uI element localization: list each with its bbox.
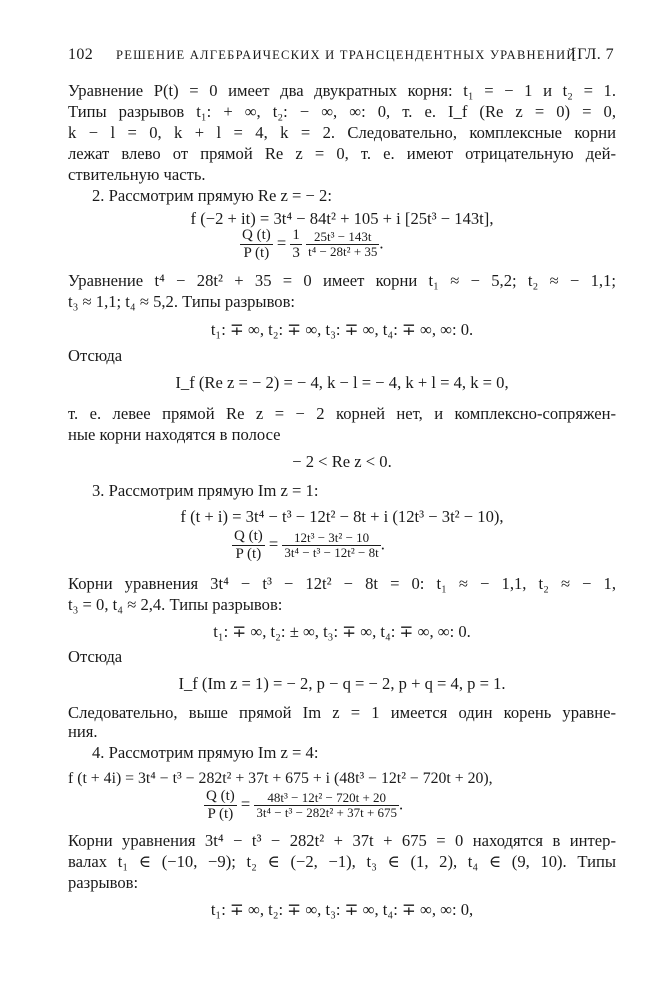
text-line: ные корни находятся в полосе bbox=[68, 425, 281, 444]
text-line: валах t₁ ∈ (−10, −9); t₂ ∈ (−2, −1), t₃ ∈ (1, 2), t₄ ∈ (9, 10). Типы bbox=[68, 852, 616, 871]
text-line: разрывов: bbox=[68, 873, 139, 892]
equation: f (t + 4i) = 3t⁴ − t³ − 282t² + 37t + 675 + i (48t³ − 12t² − 720t + 20), bbox=[68, 770, 493, 787]
fraction-equation: $\frac{Q (t)}{P (t)}$ = $\frac{1}{3}$ $\frac{\text{25t³ − 143t}}{\text{t⁴ − 28t² + 35}}$ . bbox=[242, 227, 384, 261]
index-equation: I_f (Re z = − 2) = − 4, k − l = − 4, k + l = 4, k = 0, bbox=[175, 373, 509, 392]
fraction-equation: $\frac{Q (t)}{P (t)}$ = $\frac{\text{48t³ − 12t² − 720t + 20}}{\text{3t⁴ − t³ − 282t² + 37t + 675}}$ . bbox=[206, 788, 404, 822]
discontinuity-types: t₁: ∓ ∞, t₂: ∓ ∞, t₃: ∓ ∞, t₄: ∓ ∞, ∞: 0, bbox=[210, 900, 474, 919]
text-line: ния. bbox=[68, 722, 98, 741]
fraction-equation: $\frac{Q (t)}{P (t)}$ = $\frac{\text{12t³ − 3t² − 10}}{\text{3t⁴ − t³ − 12t² − 8t}}$ . bbox=[234, 528, 385, 562]
section-heading: 2. Рассмотрим прямую Re z = − 2: bbox=[92, 186, 332, 205]
page-number: 102 bbox=[68, 46, 94, 63]
text-line: Отсюда bbox=[68, 346, 123, 365]
section-heading: 3. Рассмотрим прямую Im z = 1: bbox=[92, 481, 319, 500]
running-header bbox=[68, 44, 614, 66]
running-title: РЕШЕНИЕ АЛГЕБРАИЧЕСКИХ И ТРАНСЦЕНДЕНТНЫХ УРАВНЕНИЙ bbox=[116, 48, 577, 62]
text-line: ствительную часть. bbox=[68, 165, 206, 184]
section-heading: 4. Рассмотрим прямую Im z = 4: bbox=[92, 743, 319, 762]
text-line: Корни уравнения 3t⁴ − t³ − 282t² + 37t + 675 = 0 находятся в интер- bbox=[68, 831, 616, 850]
discontinuity-types: t₁: ∓ ∞, t₂: ± ∞, t₃: ∓ ∞, t₄: ∓ ∞, ∞: 0. bbox=[213, 622, 471, 641]
text-line: лежат влево от прямой Re z = 0, т. е. имеют отрицательную дей- bbox=[68, 144, 616, 163]
text-line: Уравнение t⁴ − 28t² + 35 = 0 имеет корни t₁ ≈ − 5,2; t₂ ≈ − 1,1; bbox=[68, 271, 616, 290]
discontinuity-types: t₁: ∓ ∞, t₂: ∓ ∞, t₃: ∓ ∞, t₄: ∓ ∞, ∞: 0. bbox=[210, 320, 474, 339]
index-equation: I_f (Im z = 1) = − 2, p − q = − 2, p + q = 4, p = 1. bbox=[178, 674, 506, 693]
text-line: k − l = 0, k + l = 4, k = 2. Следовательно, комплексные корни bbox=[68, 123, 616, 142]
text-line: Следовательно, выше прямой Im z = 1 имеется один корень уравне- bbox=[68, 703, 616, 722]
text-line: t₃ ≈ 1,1; t₄ ≈ 5,2. Типы разрывов: bbox=[68, 292, 296, 311]
text-line: Уравнение P(t) = 0 имеет два двукратных корня: t₁ = − 1 и t₂ = 1. bbox=[68, 81, 616, 100]
text-line: Типы разрывов t₁: + ∞, t₂: − ∞, ∞: 0, т. е. I_f (Re z = 0) = 0, bbox=[68, 102, 616, 121]
strip-inequality: − 2 < Re z < 0. bbox=[292, 452, 392, 471]
equation: f (−2 + it) = 3t⁴ − 84t² + 105 + i [25t³ − 143t], bbox=[190, 209, 494, 228]
chapter-label: [ГЛ. 7 bbox=[571, 46, 614, 63]
text-line: т. е. левее прямой Re z = − 2 корней нет, и комплексно-сопряжен- bbox=[68, 404, 616, 423]
text-line: Корни уравнения 3t⁴ − t³ − 12t² − 8t = 0: t₁ ≈ − 1,1, t₂ ≈ − 1, bbox=[68, 574, 616, 593]
equation: f (t + i) = 3t⁴ − t³ − 12t² − 8t + i (12t³ − 3t² − 10), bbox=[180, 507, 504, 526]
text-line: t₃ = 0, t₄ ≈ 2,4. Типы разрывов: bbox=[68, 595, 283, 614]
text-line: Отсюда bbox=[68, 647, 123, 666]
